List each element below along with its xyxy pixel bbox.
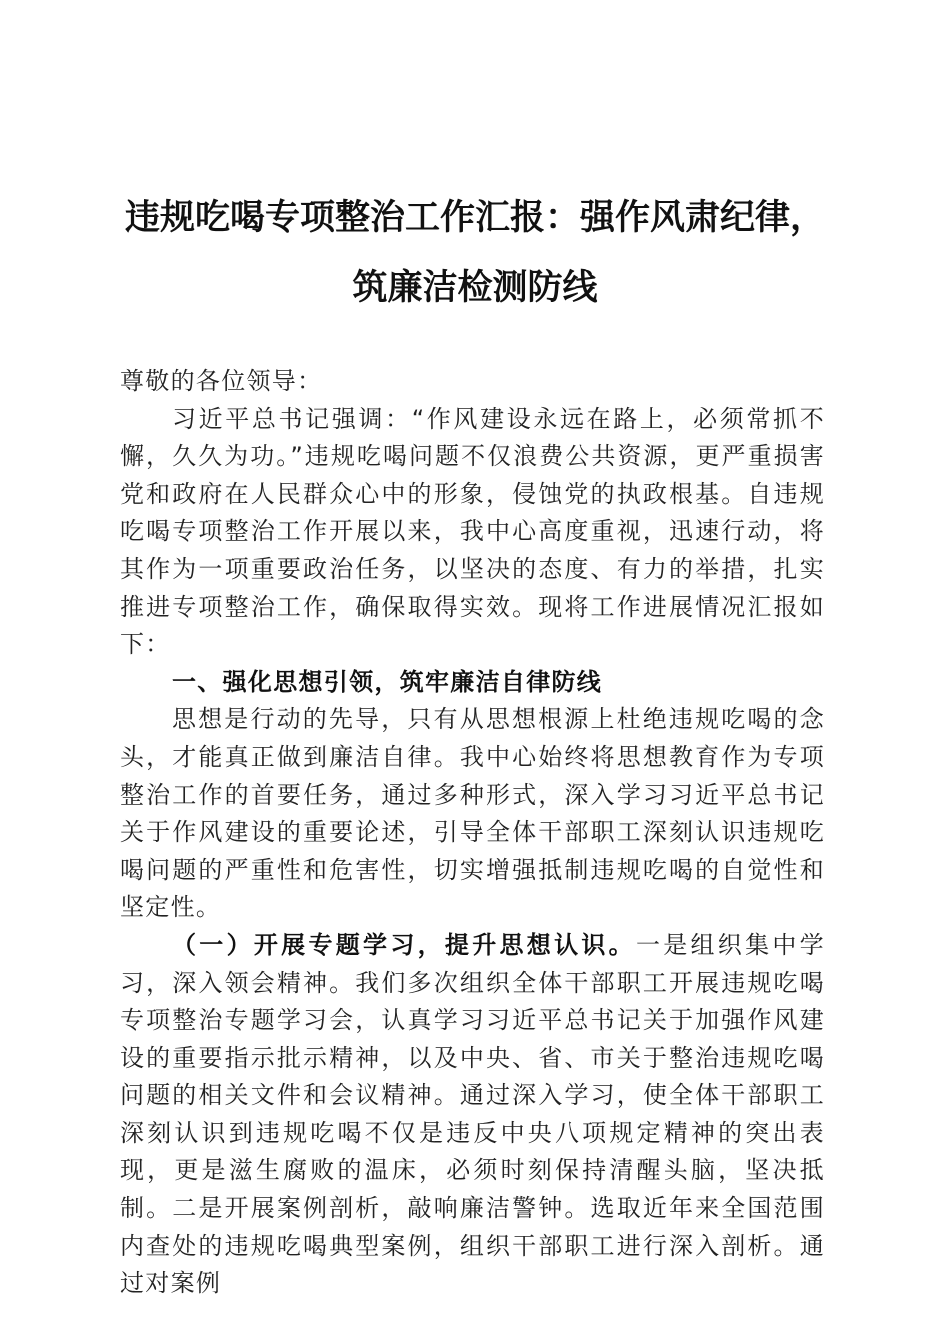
document-body <box>120 363 825 1303</box>
section-1-heading: 一、强化思想引领，筑牢廉洁自律防线 <box>172 667 603 696</box>
subsection-1-text: 一是组织集中学习，深入领会精神。我们多次组织全体干部职工开展违规吃喝专项整治专题学习会，认真学习习近平总书记关于加强作风建设的重要指示批示精神，以及中央、省、市关于整治违规吃喝问题的相关文件和会议精神。通过深入学习，使全体干部职工深刻认识到违规吃喝不仅是违反中央八项规定精神的突出表现，更是滋生腐败的温床，必须时刻保持清醒头脑，坚决抵制。二是开展案例剖析，敲响廉洁警钟。选取近年来全国范围内查处的违规吃喝典型案例，组织干部职工进行深入剖析。通过对案例 <box>120 930 825 1298</box>
subsection-1-paragraph <box>120 927 825 1303</box>
section-1-paragraph: 思想是行动的先导，只有从思想根源上杜绝违规吃喝的念头，才能真正做到廉洁自律。我中心始终将思想教育作为专项整治工作的首要任务，通过多种形式，深入学习习近平总书记关于作风建设的重要论述，引导全体干部职工深刻认识违规吃喝问题的严重性和危害性，切实增强抵制违规吃喝的自觉性和坚定性。 <box>120 705 825 922</box>
salutation: 尊敬的各位领导： <box>120 367 323 395</box>
intro-paragraph: 习近平总书记强调：“作风建设永远在路上，必须常抓不懈，久久为功。”违规吃喝问题不仅浪费公共资源，更严重损害党和政府在人民群众心中的形象，侵蚀党的执政根基。自违规吃喝专项整治工作开展以来，我中心高度重视，迅速行动，将其作为一项重要政治任务，以坚决的态度、有力的举措，扎实推进专项整治工作，确保取得实效。现将工作进展情况汇报如下： <box>120 404 825 659</box>
document-title-line-1: 违规吃喝专项整治工作汇报：强作风肃纪律， <box>124 197 825 238</box>
document-title-line-2: 筑廉洁检测防线 <box>352 267 598 308</box>
subsection-1-heading: （一）开展专题学习，提升思想认识。 <box>172 930 636 959</box>
